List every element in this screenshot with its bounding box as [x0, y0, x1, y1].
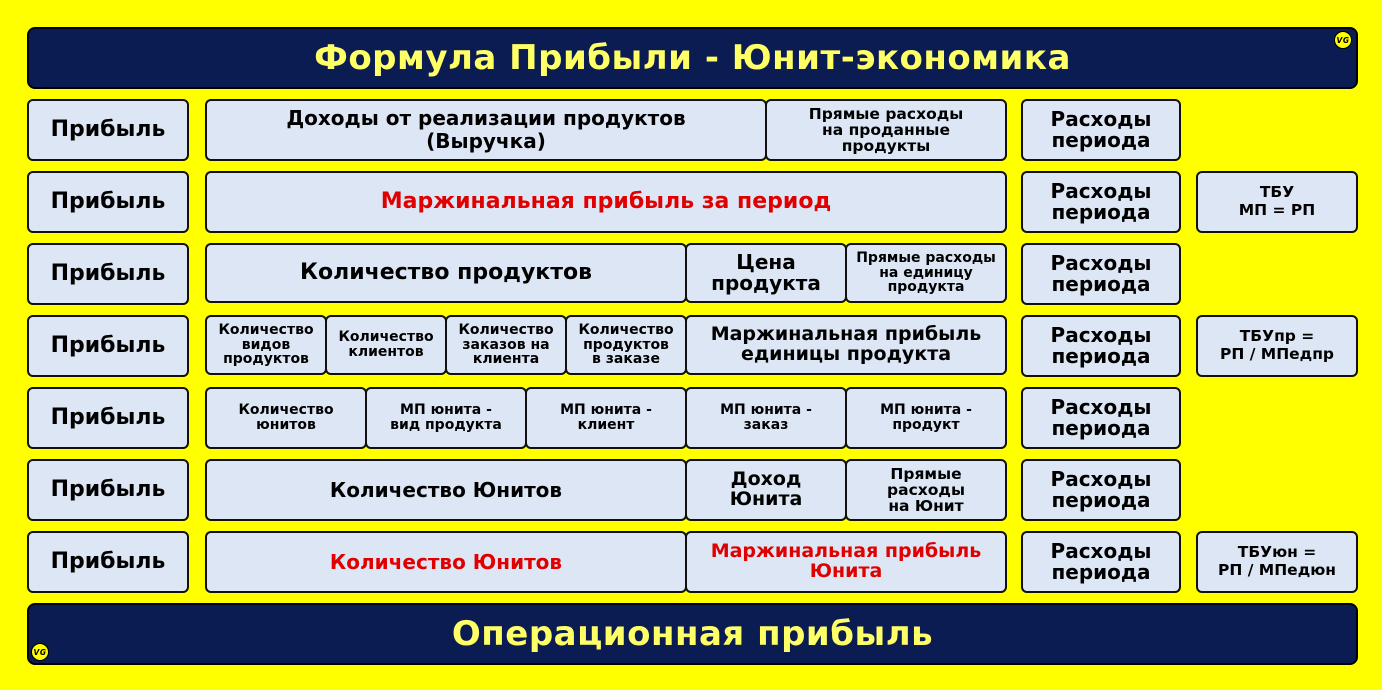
- orders-per-client-cell: Количество заказов на клиента: [445, 315, 567, 375]
- title-banner: [27, 27, 1358, 89]
- vg-logo-icon: VG: [31, 643, 49, 661]
- product-quantity-cell: Количество продуктов: [205, 243, 687, 303]
- period-expenses-cell: Расходы периода: [1021, 171, 1181, 233]
- revenue-cell: Доходы от реализации продуктов (Выручка): [205, 99, 767, 161]
- vg-logo-icon: VG: [1334, 31, 1352, 49]
- profit-cell: Прибыль: [27, 243, 189, 305]
- period-margin-profit-cell: Маржинальная прибыль за период: [205, 171, 1007, 233]
- unit-mp-product-cell: МП юнита - продукт: [845, 387, 1007, 449]
- unit-mp-product-type-cell: МП юнита - вид продукта: [365, 387, 527, 449]
- direct-costs-per-unit-cell: Прямые расходы на Юнит: [845, 459, 1007, 521]
- period-expenses-cell: Расходы периода: [1021, 531, 1181, 593]
- unit-margin-profit-cell: Маржинальная прибыль единицы продукта: [685, 315, 1007, 375]
- units-count-cell: Количество юнитов: [205, 387, 367, 449]
- profit-cell: Прибыль: [27, 315, 189, 377]
- period-expenses-cell: Расходы периода: [1021, 99, 1181, 161]
- products-per-order-cell: Количество продуктов в заказе: [565, 315, 687, 375]
- period-expenses-cell: Расходы периода: [1021, 243, 1181, 305]
- footer-title: Операционная прибыль: [451, 614, 934, 654]
- profit-cell: Прибыль: [27, 459, 189, 521]
- profit-cell: Прибыль: [27, 387, 189, 449]
- breakeven-product-note: ТБУпр = РП / МПедпр: [1196, 315, 1358, 377]
- period-expenses-cell: Расходы периода: [1021, 315, 1181, 377]
- unit-revenue-cell: Доход Юнита: [685, 459, 847, 521]
- clients-count-cell: Количество клиентов: [325, 315, 447, 375]
- unit-quantity-cell: Количество Юнитов: [205, 531, 687, 593]
- profit-cell: Прибыль: [27, 531, 189, 593]
- breakeven-note: ТБУ МП = РП: [1196, 171, 1358, 233]
- page-title: Формула Прибыли - Юнит-экономика: [314, 38, 1071, 78]
- unit-mp-client-cell: МП юнита - клиент: [525, 387, 687, 449]
- unit-margin-profit-cell: Маржинальная прибыль Юнита: [685, 531, 1007, 593]
- product-types-count-cell: Количество видов продуктов: [205, 315, 327, 375]
- unit-quantity-cell: Количество Юнитов: [205, 459, 687, 521]
- direct-costs-per-unit-cell: Прямые расходы на единицу продукта: [845, 243, 1007, 303]
- product-price-cell: Цена продукта: [685, 243, 847, 303]
- period-expenses-cell: Расходы периода: [1021, 459, 1181, 521]
- breakeven-unit-note: ТБУюн = РП / МПедюн: [1196, 531, 1358, 593]
- profit-cell: Прибыль: [27, 99, 189, 161]
- direct-costs-sold-cell: Прямые расходы на проданные продукты: [765, 99, 1007, 161]
- unit-mp-order-cell: МП юнита - заказ: [685, 387, 847, 449]
- profit-cell: Прибыль: [27, 171, 189, 233]
- footer-banner: [27, 603, 1358, 665]
- period-expenses-cell: Расходы периода: [1021, 387, 1181, 449]
